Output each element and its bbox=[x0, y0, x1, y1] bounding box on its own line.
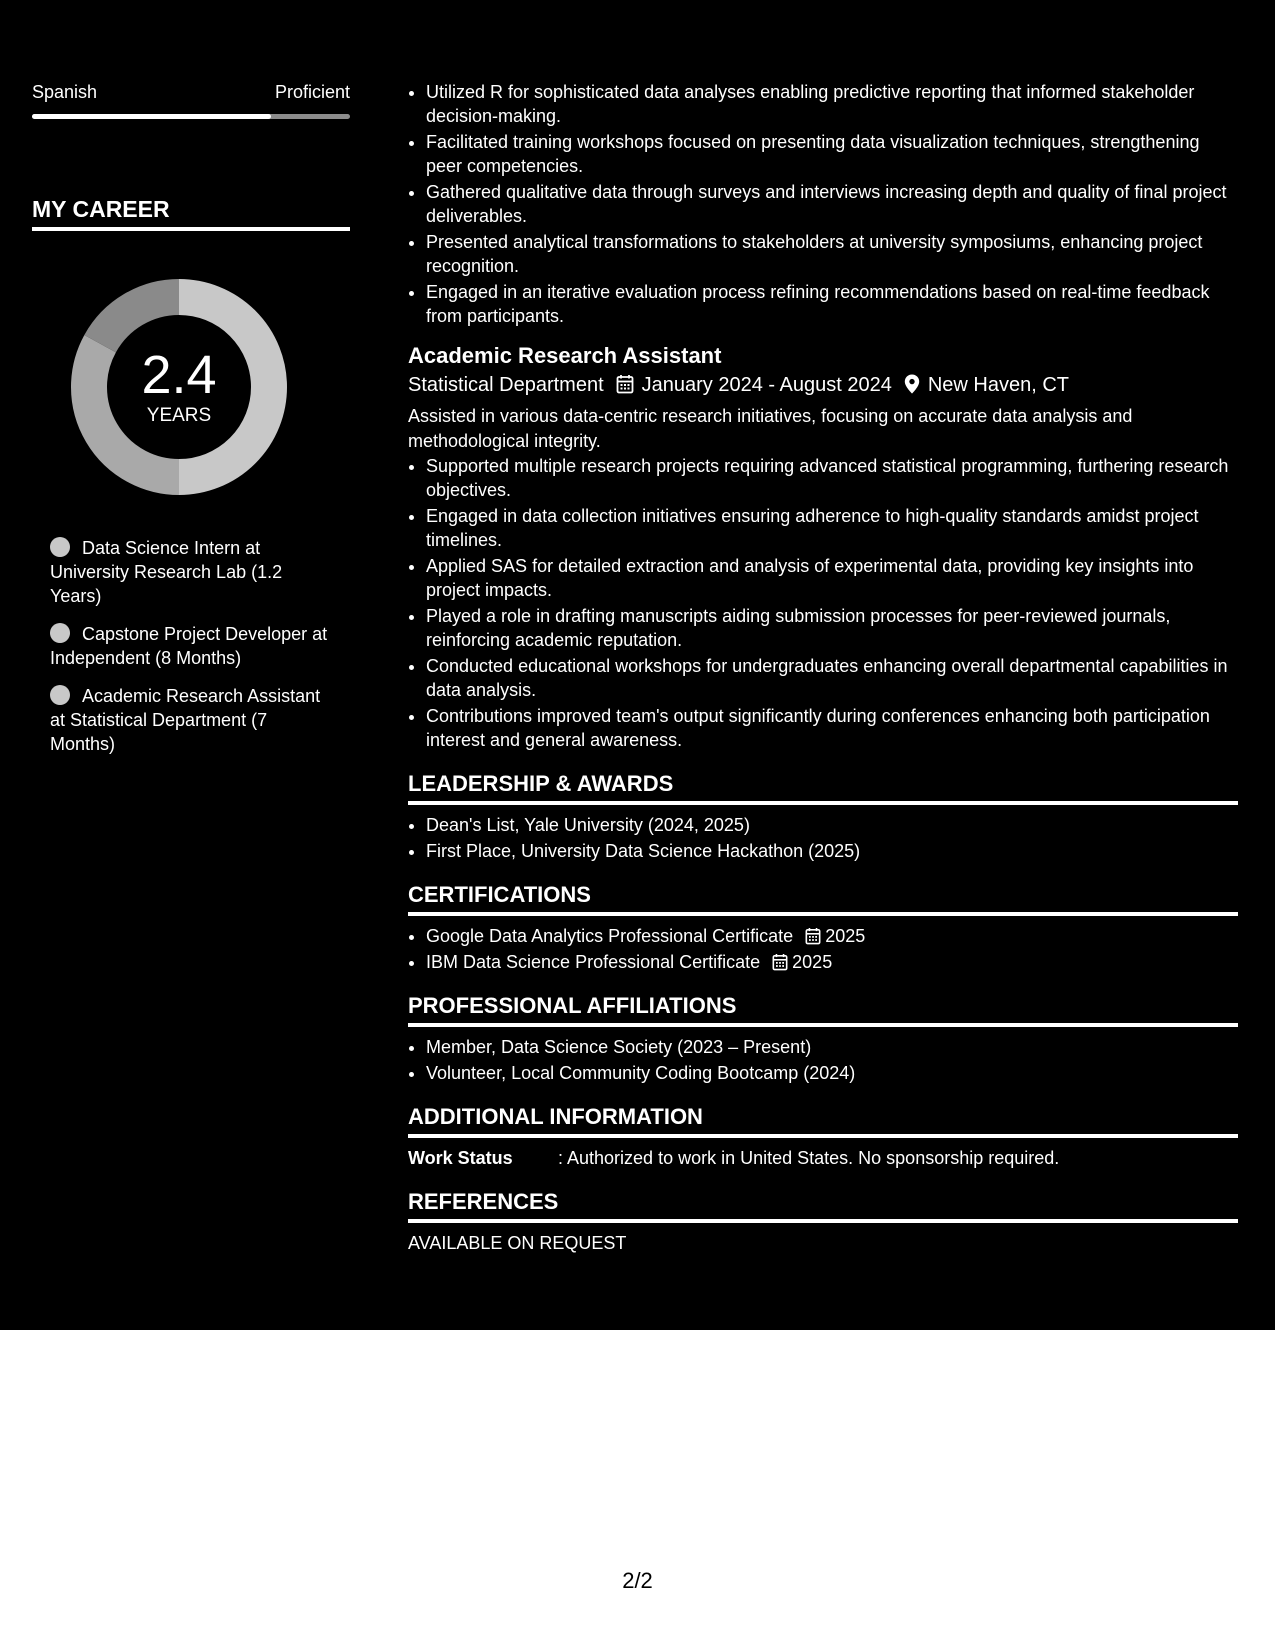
calendar-icon bbox=[772, 953, 788, 971]
career-item bbox=[50, 622, 330, 670]
references-heading: REFERENCES bbox=[408, 1188, 1238, 1223]
previous-job-bullets bbox=[408, 80, 1238, 328]
affiliations-heading: PROFESSIONAL AFFILIATIONS bbox=[408, 992, 1238, 1027]
job-bullet: • Presented analytical transformations to stakeholders at university symposiums, enhancing project recognition. bbox=[426, 230, 1238, 278]
job-bullet: • Engaged in data collection initiatives ensuring adherence to high-quality standards amidst project timelines. bbox=[426, 504, 1238, 552]
career-item-text: Data Science Intern at University Research Lab (1.2 Years) bbox=[50, 538, 283, 606]
main-content-inner bbox=[408, 80, 1238, 1255]
certification-year: 2025 bbox=[825, 926, 866, 946]
job-bullet: • Utilized R for sophisticated data analyses enabling predictive reporting that informed stakeholder decision-making. bbox=[426, 80, 1238, 128]
career-donut-chart bbox=[66, 274, 292, 500]
work-status-value: : Authorized to work in United States. No sponsorship required. bbox=[558, 1148, 1060, 1168]
job-bullet: • Contributions improved team's output significantly during conferences enhancing both participation interest and general awareness. bbox=[426, 704, 1238, 752]
work-status-row bbox=[408, 1146, 1238, 1170]
main-content bbox=[380, 0, 1275, 1330]
career-item-text: Academic Research Assistant at Statistical Department (7 Months) bbox=[50, 686, 321, 754]
affiliations-list bbox=[408, 1035, 1238, 1085]
job-meta bbox=[408, 370, 1238, 400]
job-bullet: • Engaged in an iterative evaluation process refining recommendations based on real-time feedback from participants. bbox=[426, 280, 1238, 328]
job-bullet: • Gathered qualitative data through surveys and interviews increasing depth and quality of final project deliverables. bbox=[426, 180, 1238, 228]
language-proficiency-fill bbox=[32, 114, 271, 119]
leadership-list bbox=[408, 813, 1238, 863]
career-heading: MY CAREER bbox=[32, 196, 350, 231]
certification-item bbox=[426, 924, 1238, 948]
donut-center bbox=[66, 274, 292, 500]
job-dates-group bbox=[616, 370, 892, 400]
job-summary: Assisted in various data-centric research initiatives, focusing on accurate data analysis and methodological integrity. bbox=[408, 406, 1133, 451]
certifications-heading: CERTIFICATIONS bbox=[408, 881, 1238, 916]
location-pin-icon bbox=[904, 374, 920, 394]
career-list bbox=[50, 536, 330, 770]
language-row bbox=[32, 82, 350, 103]
job-org: Statistical Department bbox=[408, 374, 604, 396]
certification-year: 2025 bbox=[792, 952, 833, 972]
affiliation-item: • Volunteer, Local Community Coding Bootcamp (2024) bbox=[426, 1061, 1238, 1085]
language-proficiency-bar bbox=[32, 114, 350, 119]
leadership-heading: LEADERSHIP & AWARDS bbox=[408, 770, 1238, 805]
language-name: Spanish bbox=[32, 82, 98, 102]
leadership-item: • First Place, University Data Science Hackathon (2025) bbox=[426, 839, 1238, 863]
certification-name: Google Data Analytics Professional Certificate bbox=[426, 926, 794, 946]
page-number: 2/2 bbox=[622, 1568, 653, 1593]
job-bullet: • Applied SAS for detailed extraction and analysis of experimental data, providing key insights into project impacts. bbox=[426, 554, 1238, 602]
career-total-unit: YEARS bbox=[146, 405, 212, 426]
job-bullet: • Supported multiple research projects requiring advanced statistical programming, furthering research objectives. bbox=[426, 454, 1238, 502]
certification-item bbox=[426, 950, 1238, 974]
calendar-icon bbox=[805, 927, 821, 945]
career-item bbox=[50, 536, 330, 608]
affiliation-item: • Member, Data Science Society (2023 – Present) bbox=[426, 1035, 1238, 1059]
job-location: New Haven, CT bbox=[927, 374, 1069, 396]
work-status-label: Work Status bbox=[408, 1148, 513, 1168]
job-location-group bbox=[904, 370, 1069, 400]
left-sidebar bbox=[0, 0, 380, 1330]
job-dates: January 2024 - August 2024 bbox=[641, 374, 892, 396]
leadership-item: • Dean's List, Yale University (2024, 2025) bbox=[426, 813, 1238, 837]
career-total-value: 2.4 bbox=[141, 345, 217, 405]
job-bullet: • Played a role in drafting manuscripts aiding submission processes for peer-reviewed journals, reinforcing academic reputation. bbox=[426, 604, 1238, 652]
career-item-text: Capstone Project Developer at Independent (8 Months) bbox=[50, 624, 328, 668]
job-bullet: • Conducted educational workshops for undergraduates enhancing overall departmental capabilities in data analysis. bbox=[426, 654, 1238, 702]
references-text: AVAILABLE ON REQUEST bbox=[408, 1233, 627, 1253]
calendar-icon bbox=[616, 374, 634, 394]
career-dot-icon bbox=[50, 685, 70, 705]
job-bullet: • Facilitated training workshops focused on presenting data visualization techniques, strengthening peer competencies. bbox=[426, 130, 1238, 178]
career-dot-icon bbox=[50, 537, 70, 557]
job-title: Academic Research Assistant bbox=[408, 343, 722, 368]
certifications-list bbox=[408, 924, 1238, 974]
career-item bbox=[50, 684, 330, 756]
career-dot-icon bbox=[50, 623, 70, 643]
job-bullets bbox=[408, 454, 1238, 752]
language-level: Proficient bbox=[274, 82, 350, 102]
additional-info-heading: ADDITIONAL INFORMATION bbox=[408, 1103, 1238, 1138]
certification-name: IBM Data Science Professional Certificate bbox=[426, 952, 761, 972]
